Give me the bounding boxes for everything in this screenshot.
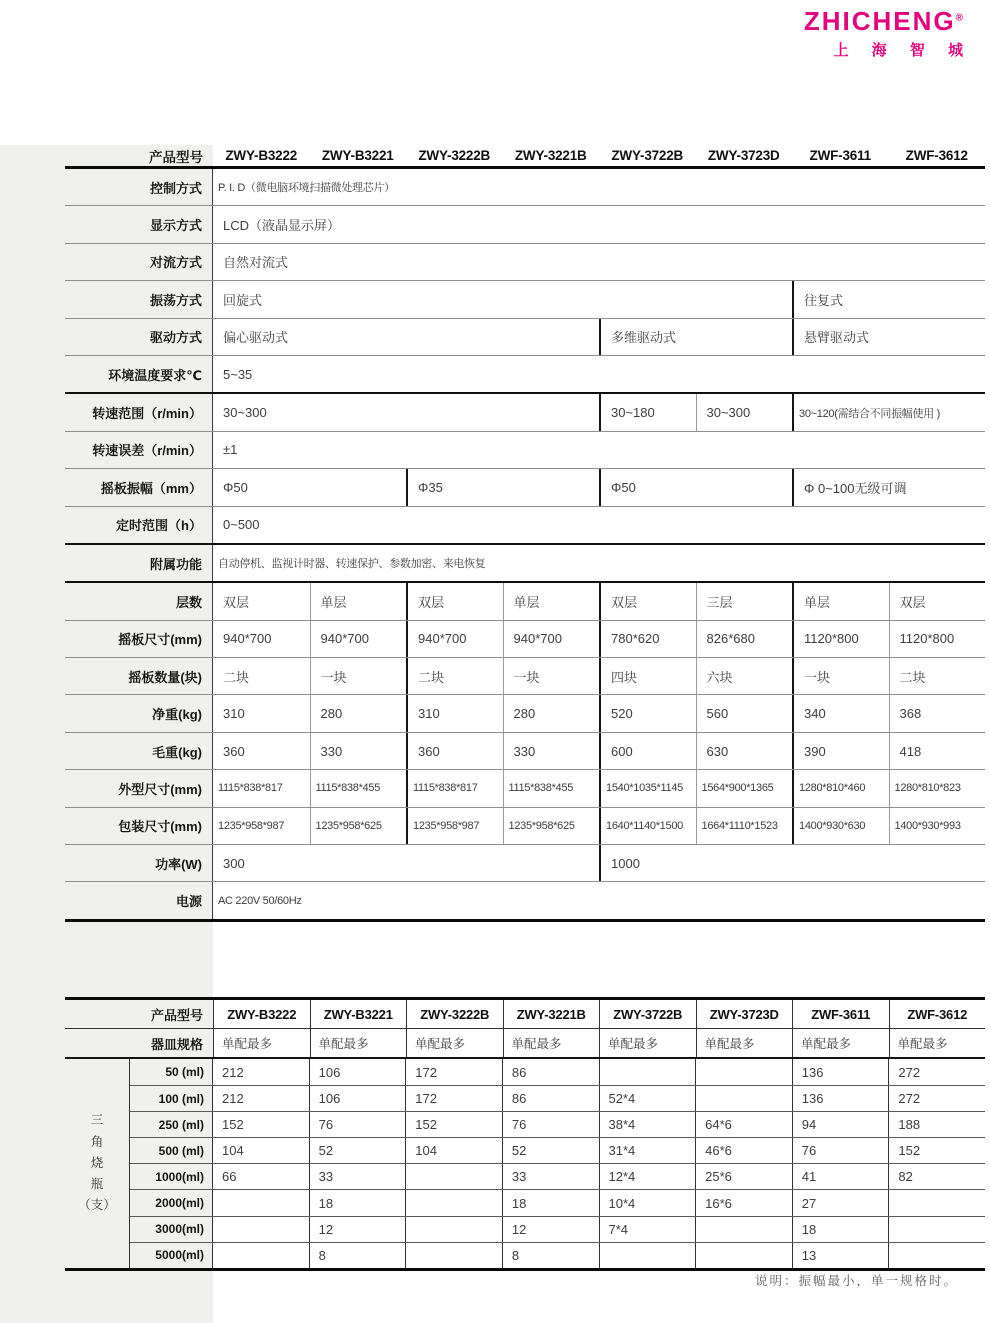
capacity-cell <box>888 1217 985 1242</box>
capacity-cell <box>695 1059 792 1085</box>
spec-cell: 280 <box>310 695 407 731</box>
model-header: ZWY-3221B <box>514 148 587 163</box>
spec-table <box>65 145 985 922</box>
spec-row-label: 环境温度要求℃ <box>65 356 213 392</box>
spec-cell: 1235*958*625 <box>503 808 600 844</box>
spec-cell: 四块 <box>599 658 696 694</box>
capacity-cell: 172 <box>405 1059 502 1085</box>
spec-row-label: 摇板尺寸(mm) <box>65 621 213 657</box>
model-header: ZWY-3722B <box>611 148 684 163</box>
model-header: ZWY-B3221 <box>321 148 394 163</box>
flask-group-char: （支） <box>78 1198 116 1213</box>
capacity-row <box>130 1137 985 1163</box>
spec-row-label: 电源 <box>65 882 213 918</box>
model-header: ZWY-3222B <box>418 148 491 163</box>
spec-cell: 自动停机、监视计时器、转速保护、参数加密、来电恢复 <box>218 558 486 571</box>
capacity-cell <box>599 1243 696 1268</box>
spec-row-label: 控制方式 <box>65 169 213 205</box>
spec-cell: 310 <box>406 695 503 731</box>
spec-row <box>65 620 985 657</box>
spec-row-label: 对流方式 <box>65 244 213 280</box>
spec-cell: 5~35 <box>223 366 253 382</box>
spec-cell: 780*620 <box>599 621 696 657</box>
spec-row <box>65 769 985 806</box>
capacity-cell: 12 <box>502 1217 599 1242</box>
capacity-cell <box>888 1243 985 1268</box>
spec-row-label: 净重(kg) <box>65 695 213 731</box>
spec-cell: 1235*958*625 <box>310 808 407 844</box>
spec-row <box>65 732 985 769</box>
spec-cell: 1115*838*817 <box>406 770 503 806</box>
capacity-cell: 152 <box>222 1117 244 1133</box>
spec-row <box>65 468 985 505</box>
spec-row-label: 毛重(kg) <box>65 733 213 769</box>
flask-group-char: 三 <box>90 1113 104 1128</box>
capacity-cell: 13 <box>792 1243 889 1268</box>
model-header: ZWY-3722B <box>599 1000 696 1028</box>
capacity-cell <box>405 1190 502 1215</box>
spec-cell: 826*680 <box>696 621 793 657</box>
model-header: ZWY-3723D <box>707 148 780 163</box>
spec-cell: 30~300 <box>696 394 793 430</box>
spec-cell: 0~500 <box>223 517 260 533</box>
model-header: ZWF-3612 <box>889 1000 986 1028</box>
spec-cell: AC 220V 50/60Hz <box>218 894 302 907</box>
capacity-cell <box>888 1190 985 1215</box>
spec-cell: 30~120(需结合不同振幅使用 ) <box>792 394 985 430</box>
capacity-cell: 18 <box>792 1217 889 1242</box>
capacity-row <box>130 1163 985 1189</box>
spec-cell: 往复式 <box>792 281 985 317</box>
capacity-cell: 52 <box>502 1138 599 1163</box>
capacity-cell: 16*6 <box>695 1190 792 1215</box>
spec-row <box>65 355 985 392</box>
brand-name: ZHICHENG <box>803 6 956 36</box>
spec-row-label: 摇板振幅（mm） <box>65 469 213 505</box>
spec-cell: 1640*1140*1500 <box>599 808 696 844</box>
spec-cell: 双层 <box>599 583 696 619</box>
spec-cell: ±1 <box>223 442 238 458</box>
spec-cell: 360 <box>223 743 245 759</box>
capacity-cell: 66 <box>222 1169 237 1185</box>
spec-cell: Φ50 <box>223 479 248 495</box>
spec-cell: 1400*930*630 <box>792 808 889 844</box>
capacity-body <box>65 1059 985 1268</box>
capacity-cell: 104 <box>405 1138 502 1163</box>
capacity-cell: 86 <box>502 1059 599 1085</box>
capacity-cell: 86 <box>502 1086 599 1111</box>
spec-row-label: 定时范围（h） <box>65 507 213 543</box>
spec-cell: 二块 <box>223 669 250 685</box>
capacity-cell: 52*4 <box>599 1086 696 1111</box>
model-header: ZWY-3221B <box>503 1000 600 1028</box>
capacity-cell: 52 <box>309 1138 406 1163</box>
spec-cell: 单层 <box>310 583 407 619</box>
spec-row-label: 驱动方式 <box>65 319 213 355</box>
capacity-rows <box>130 1059 985 1268</box>
spec-cell: 1000 <box>599 845 985 881</box>
capacity-cell: 38*4 <box>599 1112 696 1137</box>
spec-cell: 双层 <box>889 583 986 619</box>
capacity-cell: 272 <box>888 1086 985 1111</box>
spec-row <box>65 280 985 317</box>
capacity-cell <box>695 1217 792 1242</box>
capacity-cell: 106 <box>309 1086 406 1111</box>
capacity-spec-label: 器皿规格 <box>150 1036 203 1052</box>
spec-cell: Φ35 <box>406 469 599 505</box>
footnote: 说明：振幅最小，单一规格时。 <box>754 1274 958 1288</box>
capacity-cell <box>599 1059 696 1085</box>
spec-cell: 340 <box>792 695 889 731</box>
spec-cell: 六块 <box>696 658 793 694</box>
capacity-cell: 212 <box>222 1091 244 1107</box>
spec-row <box>65 243 985 280</box>
flask-size-label: 1000(ml) <box>130 1164 213 1189</box>
capacity-cell: 27 <box>792 1190 889 1215</box>
flask-group-label <box>65 1059 130 1268</box>
spec-cell: 1564*900*1365 <box>696 770 793 806</box>
spec-row <box>65 881 985 921</box>
spec-cell: Φ50 <box>599 469 792 505</box>
spec-cell: 30~180 <box>599 394 696 430</box>
spec-cell: 940*700 <box>406 621 503 657</box>
spec-max-label: 单配最多 <box>792 1029 889 1057</box>
capacity-cell: 18 <box>309 1190 406 1215</box>
capacity-cell: 76 <box>792 1138 889 1163</box>
flask-size-label: 250 (ml) <box>130 1112 213 1137</box>
spec-cell: 940*700 <box>503 621 600 657</box>
spec-cell: Φ 0~100无级可调 <box>792 469 985 505</box>
capacity-table <box>65 997 985 1271</box>
spec-cell: 偏心驱动式 <box>223 330 289 346</box>
spec-cell: 30~300 <box>223 405 267 421</box>
capacity-cell: 152 <box>405 1112 502 1137</box>
model-header: ZWY-3222B <box>406 1000 503 1028</box>
spec-cell: 330 <box>503 733 600 769</box>
capacity-row <box>130 1059 985 1085</box>
capacity-row <box>130 1242 985 1268</box>
capacity-cell: 33 <box>502 1164 599 1189</box>
spec-cell: 多维驱动式 <box>599 319 792 355</box>
spec-row-label: 外型尺寸(mm) <box>65 770 213 806</box>
spec-cell: 630 <box>696 733 793 769</box>
spec-row <box>65 844 985 881</box>
capacity-cell: 136 <box>792 1086 889 1111</box>
spec-cell: 1115*838*455 <box>310 770 407 806</box>
spec-row-label: 功率(W) <box>65 845 213 881</box>
spec-row-label: 附属功能 <box>65 545 213 581</box>
flask-size-label: 500 (ml) <box>130 1138 213 1163</box>
capacity-header-label: 产品型号 <box>150 1007 203 1023</box>
spec-cell: 回旋式 <box>223 292 263 308</box>
spec-row-label: 摇板数量(块) <box>65 658 213 694</box>
capacity-cell <box>695 1086 792 1111</box>
spec-cell: 300 <box>223 855 245 871</box>
capacity-cell <box>405 1243 502 1268</box>
spec-cell: 390 <box>792 733 889 769</box>
capacity-cell: 7*4 <box>599 1217 696 1242</box>
spec-cell: 二块 <box>406 658 503 694</box>
spec-cell: 单层 <box>792 583 889 619</box>
spec-cell: 1400*930*993 <box>889 808 986 844</box>
flask-group-char: 角 <box>90 1134 104 1149</box>
model-header: ZWF-3611 <box>792 1000 889 1028</box>
spec-row <box>65 506 985 543</box>
capacity-cell <box>695 1243 792 1268</box>
capacity-cell: 64*6 <box>695 1112 792 1137</box>
flask-size-label: 5000(ml) <box>130 1243 213 1268</box>
spec-cell: 940*700 <box>310 621 407 657</box>
spec-cell: 1280*810*823 <box>889 770 986 806</box>
spec-cell: 双层 <box>223 594 250 610</box>
capacity-cell: 104 <box>222 1143 244 1159</box>
model-header: ZWY-B3222 <box>225 148 298 163</box>
capacity-cell: 172 <box>405 1086 502 1111</box>
capacity-cell: 8 <box>309 1243 406 1268</box>
spec-cell: 360 <box>406 733 503 769</box>
capacity-cell: 8 <box>502 1243 599 1268</box>
capacity-cell: 18 <box>502 1190 599 1215</box>
capacity-cell: 41 <box>792 1164 889 1189</box>
spec-row-label: 层数 <box>65 583 213 619</box>
capacity-cell: 33 <box>309 1164 406 1189</box>
spec-cell: 1664*1110*1523 <box>696 808 793 844</box>
capacity-cell: 152 <box>888 1138 985 1163</box>
capacity-row <box>130 1216 985 1242</box>
spec-row-label: 转速误差（r/min） <box>65 432 213 468</box>
spec-row <box>65 318 985 355</box>
brand-logo <box>803 6 973 60</box>
spec-row-label: 包装尺寸(mm) <box>65 808 213 844</box>
capacity-cell: 136 <box>792 1059 889 1085</box>
spec-cell: 1120*800 <box>792 621 889 657</box>
spec-cell: 1120*800 <box>889 621 986 657</box>
spec-row <box>65 657 985 694</box>
flask-size-label: 2000(ml) <box>130 1190 213 1215</box>
capacity-cell: 12 <box>309 1217 406 1242</box>
capacity-cell: 212 <box>222 1064 244 1080</box>
spec-cell: 自然对流式 <box>223 255 289 271</box>
spec-cell: 1235*958*987 <box>406 808 503 844</box>
spec-cell: 1540*1035*1145 <box>599 770 696 806</box>
capacity-cell: 94 <box>792 1112 889 1137</box>
spec-cell: 悬臂驱动式 <box>792 319 985 355</box>
spec-cell: 一块 <box>310 658 407 694</box>
capacity-cell: 188 <box>888 1112 985 1137</box>
spec-cell: 280 <box>503 695 600 731</box>
spec-max-label: 单配最多 <box>889 1029 986 1057</box>
capacity-cell: 272 <box>888 1059 985 1085</box>
brand-wordmark <box>804 8 963 34</box>
capacity-cell: 106 <box>309 1059 406 1085</box>
spec-header-row <box>65 145 985 166</box>
model-header: ZWF-3612 <box>905 148 968 163</box>
capacity-cell: 76 <box>309 1112 406 1137</box>
spec-row <box>65 392 985 430</box>
spec-cell: 1115*838*817 <box>218 782 283 795</box>
capacity-row <box>130 1085 985 1111</box>
spec-cell: 单层 <box>503 583 600 619</box>
capacity-cell: 46*6 <box>695 1138 792 1163</box>
spec-row-label: 转速范围（r/min） <box>65 394 213 430</box>
spec-row <box>65 543 985 581</box>
spec-cell: 二块 <box>889 658 986 694</box>
capacity-header-row <box>65 1000 985 1029</box>
spec-cell: 330 <box>310 733 407 769</box>
spec-cell: 1115*838*455 <box>503 770 600 806</box>
model-header: ZWY-B3221 <box>310 1000 407 1028</box>
spec-header-label: 产品型号 <box>149 149 203 165</box>
spec-row <box>65 581 985 619</box>
spec-row <box>65 166 985 205</box>
capacity-cell: 12*4 <box>599 1164 696 1189</box>
capacity-cell: 76 <box>502 1112 599 1137</box>
spec-row-label: 振荡方式 <box>65 281 213 317</box>
capacity-row <box>130 1111 985 1137</box>
model-header: ZWF-3611 <box>809 148 871 163</box>
capacity-cell: 31*4 <box>599 1138 696 1163</box>
capacity-cell <box>213 1243 309 1268</box>
spec-cell: 双层 <box>406 583 503 619</box>
model-header: ZWY-B3222 <box>213 1000 310 1028</box>
brand-subtitle: 上 海 智 城 <box>833 42 973 59</box>
spec-max-label: 单配最多 <box>310 1029 407 1057</box>
spec-cell: 1280*810*460 <box>792 770 889 806</box>
spec-max-label: 单配最多 <box>599 1029 696 1057</box>
registered-mark: ® <box>955 12 963 24</box>
spec-row-label: 显示方式 <box>65 206 213 242</box>
capacity-cell: 82 <box>888 1164 985 1189</box>
spec-cell: 一块 <box>503 658 600 694</box>
spec-row <box>65 694 985 731</box>
capacity-row <box>130 1189 985 1215</box>
spec-max-label: 单配最多 <box>213 1029 310 1057</box>
capacity-spec-row <box>65 1029 985 1059</box>
spec-cell: 310 <box>223 706 245 722</box>
flask-size-label: 100 (ml) <box>130 1086 213 1111</box>
spec-cell: 940*700 <box>223 631 272 647</box>
spec-row <box>65 807 985 844</box>
spec-cell: 600 <box>599 733 696 769</box>
spec-cell: 368 <box>889 695 986 731</box>
model-header: ZWY-3723D <box>696 1000 793 1028</box>
spec-row <box>65 431 985 468</box>
flask-size-label: 3000(ml) <box>130 1217 213 1242</box>
capacity-cell <box>213 1190 309 1215</box>
spec-max-label: 单配最多 <box>696 1029 793 1057</box>
spec-cell: P. I. D（微电脑环境扫描微处理芯片） <box>218 182 395 195</box>
flask-group-char: 瓶 <box>90 1177 104 1191</box>
spec-cell: 1235*958*987 <box>218 819 285 832</box>
spec-cell: 520 <box>599 695 696 731</box>
spec-cell: 560 <box>696 695 793 731</box>
capacity-cell <box>405 1217 502 1242</box>
capacity-cell <box>405 1164 502 1189</box>
spec-cell: LCD（液晶显示屏） <box>223 218 341 234</box>
capacity-cell <box>213 1217 309 1242</box>
spec-row <box>65 205 985 242</box>
spec-max-label: 单配最多 <box>406 1029 503 1057</box>
flask-group-char: 烧 <box>90 1155 104 1170</box>
spec-max-label: 单配最多 <box>503 1029 600 1057</box>
capacity-cell: 25*6 <box>695 1164 792 1189</box>
capacity-cell: 10*4 <box>599 1190 696 1215</box>
spec-cell: 418 <box>889 733 986 769</box>
spec-cell: 三层 <box>696 583 793 619</box>
flask-size-label: 50 (ml) <box>130 1059 213 1085</box>
spec-cell: 一块 <box>792 658 889 694</box>
